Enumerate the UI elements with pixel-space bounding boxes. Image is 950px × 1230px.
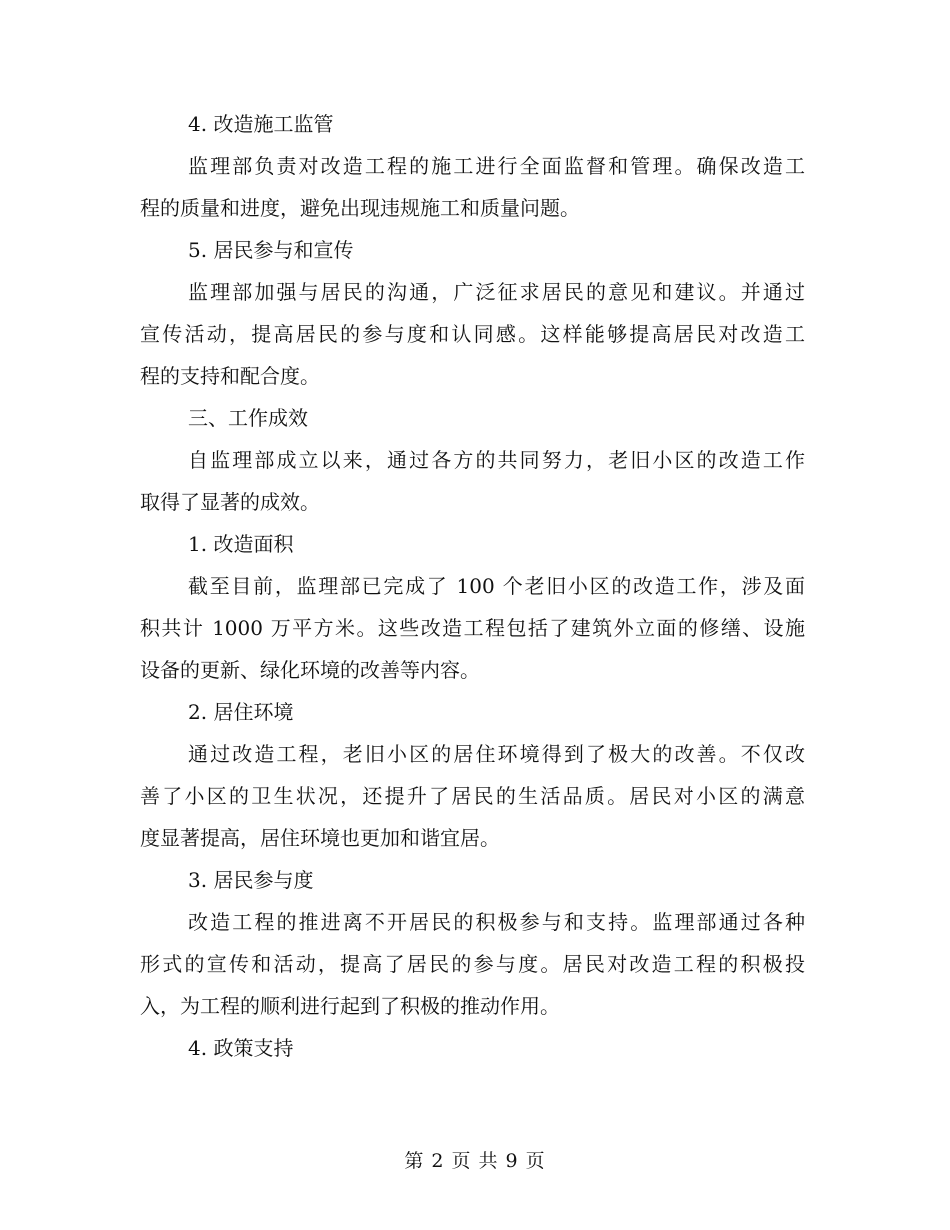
text-line: 2. 居住环境 — [188, 700, 294, 724]
text-line: 3. 居民参与度 — [188, 868, 314, 892]
text-line: 4. 政策支持 — [188, 1036, 294, 1060]
text-line: 设备的更新、绿化环境的改善等内容。 — [140, 658, 480, 682]
text-line: 善了小区的卫生状况，还提升了居民的生活品质。居民对小区的满意 — [140, 784, 805, 808]
text-line: 通过改造工程，老旧小区的居住环境得到了极大的改善。不仅改 — [188, 742, 805, 766]
page-number-footer: 第 2 页 共 9 页 — [404, 1150, 546, 1172]
text-line: 取得了显著的成效。 — [140, 490, 320, 514]
text-line: 1. 改造面积 — [188, 532, 294, 556]
text-line: 积共计 1000 万平方米。这些改造工程包括了建筑外立面的修缮、设施 — [140, 616, 805, 640]
text-line: 自监理部成立以来，通过各方的共同努力，老旧小区的改造工作 — [188, 448, 805, 472]
text-line: 监理部加强与居民的沟通，广泛征求居民的意见和建议。并通过 — [188, 280, 805, 304]
text-line: 三、工作成效 — [188, 406, 308, 430]
text-line: 程的质量和进度，避免出现违规施工和质量问题。 — [140, 196, 580, 220]
text-line: 4. 改造施工监管 — [188, 112, 334, 136]
text-line: 5. 居民参与和宣传 — [188, 238, 354, 262]
text-line: 形式的宣传和活动，提高了居民的参与度。居民对改造工程的积极投 — [140, 952, 805, 976]
text-line: 改造工程的推进离不开居民的积极参与和支持。监理部通过各种 — [188, 910, 805, 934]
text-line: 监理部负责对改造工程的施工进行全面监督和管理。确保改造工 — [188, 154, 805, 178]
text-line: 程的支持和配合度。 — [140, 364, 320, 388]
text-line: 度显著提高，居住环境也更加和谐宜居。 — [140, 826, 500, 850]
text-line: 宣传活动，提高居民的参与度和认同感。这样能够提高居民对改造工 — [140, 322, 805, 346]
document-body — [140, 103, 805, 1069]
text-line: 截至目前，监理部已完成了 100 个老旧小区的改造工作，涉及面 — [188, 574, 805, 598]
text-line: 入，为工程的顺利进行起到了积极的推动作用。 — [140, 994, 560, 1018]
